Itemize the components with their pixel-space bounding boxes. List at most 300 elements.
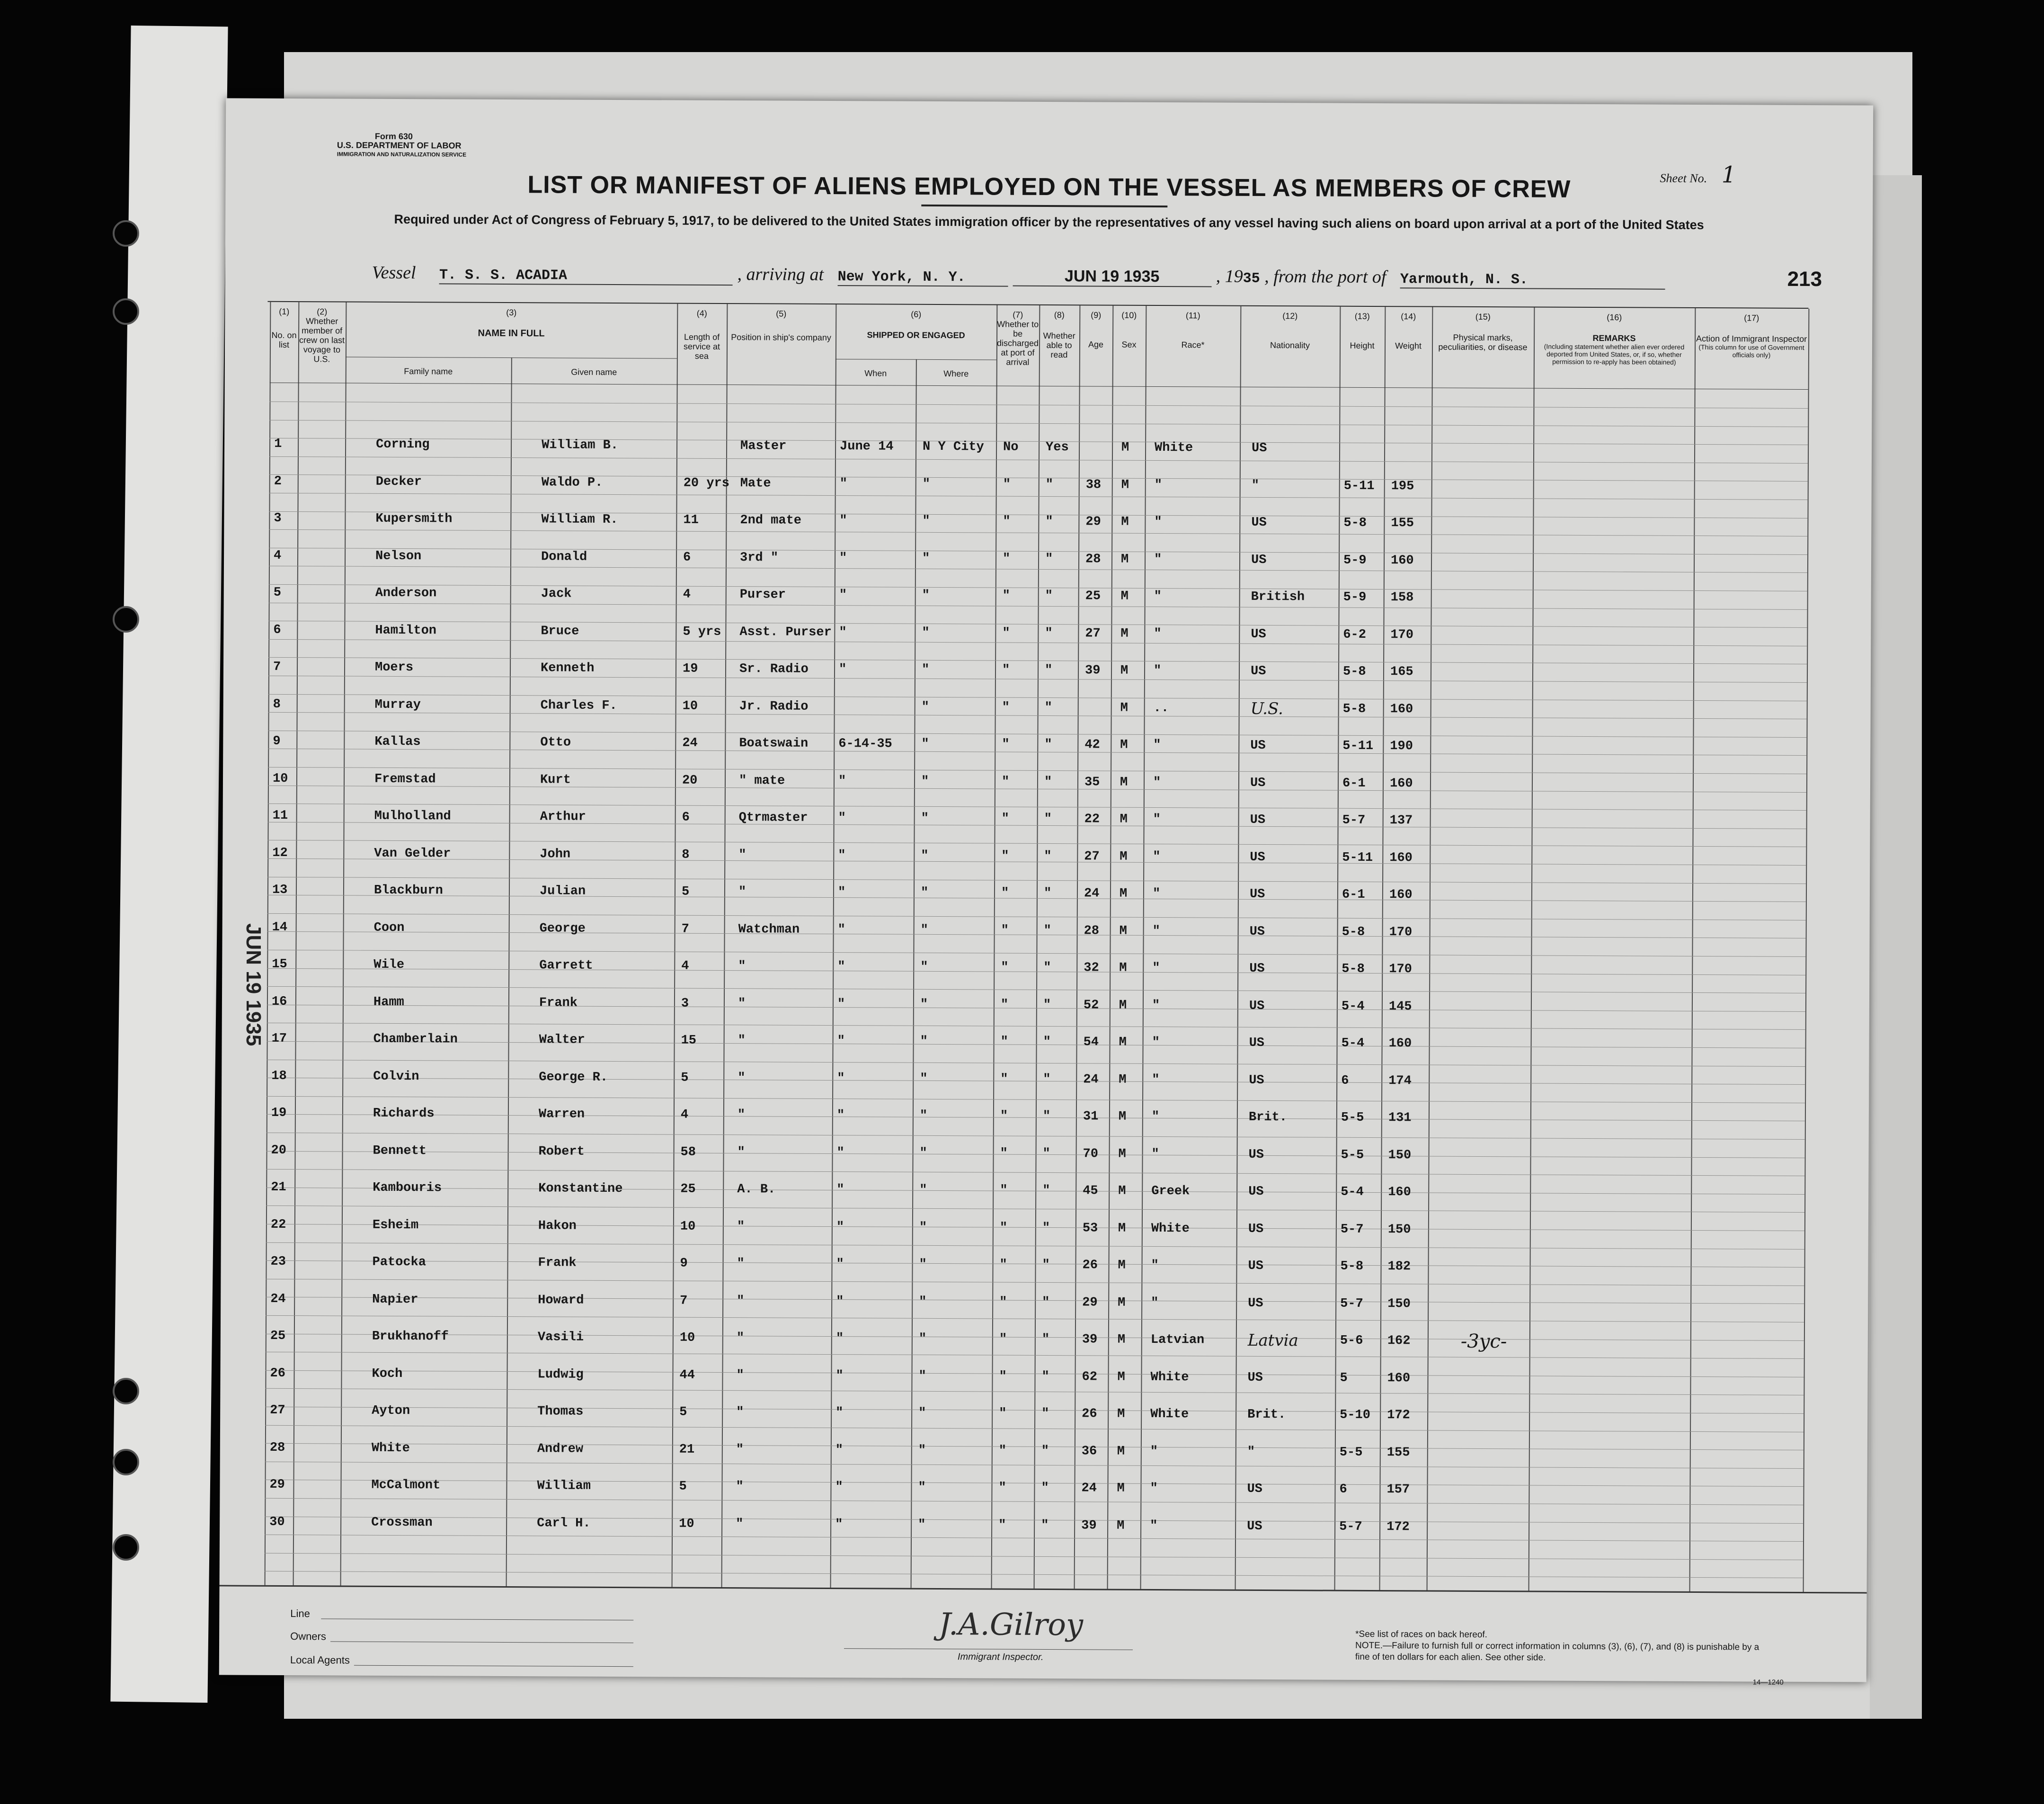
race-cell: " xyxy=(1150,1518,1158,1533)
column-rule xyxy=(1140,306,1147,1589)
family-name-cell: Mulholland xyxy=(374,809,451,824)
row-number-cell: 2 xyxy=(274,474,282,489)
family-name-cell: Richards xyxy=(373,1106,435,1121)
shipped-where-cell: N Y City xyxy=(923,439,984,455)
position-cell: " xyxy=(738,1071,746,1085)
service-length-cell: 7 xyxy=(681,922,689,937)
shipped-when-cell: " xyxy=(839,551,847,565)
row-number-cell: 24 xyxy=(270,1292,286,1306)
discharged-cell: " xyxy=(999,1221,1008,1235)
family-name-cell: Chamberlain xyxy=(373,1032,458,1047)
sex-cell: M xyxy=(1117,1481,1125,1496)
shipped-when-cell: " xyxy=(835,1331,844,1346)
column-rule xyxy=(265,302,271,1585)
height-cell: 5-9 xyxy=(1343,553,1367,568)
binder-hole xyxy=(113,1449,139,1475)
form-number: Form 630 xyxy=(374,131,413,142)
line-label: Line xyxy=(290,1608,310,1620)
nationality-cell: US xyxy=(1248,1259,1264,1274)
given-name-cell: Waldo P. xyxy=(541,475,603,490)
age-cell: 35 xyxy=(1084,775,1100,789)
nationality-cell: US xyxy=(1247,1519,1262,1534)
able-to-read-cell: " xyxy=(1042,1295,1050,1310)
weight-cell: 170 xyxy=(1389,962,1412,977)
race-cell: " xyxy=(1153,663,1162,679)
shipped-where-cell: " xyxy=(920,1034,928,1049)
able-to-read-cell: " xyxy=(1043,886,1052,901)
col-12-header: (12) Nationality xyxy=(1270,311,1310,350)
col-1-header: (1) No. on list xyxy=(271,306,297,350)
given-name-cell: John xyxy=(540,847,571,862)
race-cell: " xyxy=(1154,478,1163,492)
shipped-where-cell: " xyxy=(922,625,930,640)
position-cell: Asst. Purser xyxy=(739,625,832,640)
shipped-where-cell: " xyxy=(918,1369,926,1384)
weight-cell: 155 xyxy=(1386,1445,1410,1460)
discharged-cell: " xyxy=(1002,700,1010,715)
sex-cell: M xyxy=(1117,1370,1125,1384)
shipped-when-cell: " xyxy=(838,774,846,788)
nationality-cell: US xyxy=(1248,1147,1264,1162)
inspector-label: Immigrant Inspector. xyxy=(957,1652,1044,1662)
col-6-header: (6) SHIPPED OR ENGAGED xyxy=(867,309,965,340)
age-cell: 26 xyxy=(1082,1258,1098,1273)
age-cell: 54 xyxy=(1083,1035,1099,1050)
shipped-where-cell: " xyxy=(920,997,928,1012)
service-length-cell: 7 xyxy=(680,1294,688,1308)
sex-cell: M xyxy=(1119,924,1127,938)
shipped-when-cell: " xyxy=(836,1294,844,1309)
discharged-cell: " xyxy=(1001,812,1009,826)
sex-cell: M xyxy=(1120,626,1129,641)
column-rule xyxy=(1334,307,1341,1590)
height-cell: 5-7 xyxy=(1340,1222,1364,1237)
service-length-cell: 6 xyxy=(683,550,691,565)
shipped-when-cell: " xyxy=(837,1071,845,1086)
shipped-when-cell: " xyxy=(838,662,847,677)
position-cell: Watchman xyxy=(738,922,800,937)
nationality-cell: U.S. xyxy=(1250,699,1283,718)
shipped-when-cell: " xyxy=(837,997,845,1011)
shipped-where-cell: " xyxy=(918,1406,926,1420)
sex-cell: M xyxy=(1120,701,1128,715)
height-cell: 5-8 xyxy=(1342,962,1365,976)
column-rule xyxy=(293,302,300,1585)
row-number-cell: 13 xyxy=(272,883,288,898)
service-length-cell: 10 xyxy=(679,1331,695,1345)
column-rule xyxy=(340,303,347,1586)
column-rule xyxy=(1379,307,1386,1590)
family-name-cell: Anderson xyxy=(375,586,437,601)
given-name-cell: William xyxy=(537,1479,591,1493)
position-cell: " xyxy=(736,1331,745,1346)
height-cell: 6-2 xyxy=(1343,627,1367,642)
col-3-header: (3) NAME IN FULL xyxy=(478,308,545,339)
race-cell: " xyxy=(1151,1295,1159,1310)
row-number-cell: 15 xyxy=(272,957,287,972)
position-cell: Sr. Radio xyxy=(739,662,809,677)
row-number-cell: 10 xyxy=(272,771,288,786)
height-cell: 5-4 xyxy=(1341,1036,1365,1051)
age-cell: 28 xyxy=(1085,552,1101,566)
local-agents-label: Local Agents xyxy=(290,1654,350,1666)
race-cell: " xyxy=(1152,1072,1160,1087)
sex-cell: M xyxy=(1118,1258,1126,1273)
discharged-cell: " xyxy=(998,1518,1006,1533)
able-to-read-cell: " xyxy=(1042,1221,1050,1235)
given-name-cell: Charles F. xyxy=(540,698,617,713)
binder-hole xyxy=(113,1378,139,1404)
owners-field-rule xyxy=(330,1641,633,1643)
given-name-cell: Carl H. xyxy=(537,1516,591,1531)
nationality-cell: US xyxy=(1247,1370,1263,1385)
family-name-cell: Nelson xyxy=(375,549,422,563)
from-port-label: , from the port of xyxy=(1264,267,1386,287)
col-11-header: (11) Race* xyxy=(1181,311,1205,350)
sex-cell: M xyxy=(1120,663,1129,678)
column-rule xyxy=(1235,306,1242,1590)
able-to-read-cell: " xyxy=(1041,1406,1049,1421)
binder-hole xyxy=(113,1534,139,1561)
position-cell: Master xyxy=(740,439,787,454)
race-cell: " xyxy=(1152,924,1160,938)
able-to-read-cell: " xyxy=(1044,812,1052,827)
age-cell: 27 xyxy=(1085,626,1101,641)
able-to-read-cell: " xyxy=(1045,589,1053,604)
shipped-where-cell: " xyxy=(922,514,930,528)
able-to-read-cell: " xyxy=(1041,1332,1050,1347)
service-length-cell: 58 xyxy=(680,1145,696,1160)
position-cell: " xyxy=(737,1145,745,1160)
height-cell: 5-6 xyxy=(1340,1333,1363,1348)
weight-cell: 160 xyxy=(1389,776,1413,791)
race-cell: Greek xyxy=(1151,1184,1190,1199)
discharged-cell: " xyxy=(1003,514,1011,529)
when-subheader: When xyxy=(864,368,887,378)
service-length-cell: 24 xyxy=(682,736,698,750)
service-length-cell: 5 xyxy=(681,1071,689,1085)
given-name-cell: Frank xyxy=(538,1256,577,1270)
able-to-read-cell: " xyxy=(1043,998,1051,1012)
service-length-cell: 9 xyxy=(680,1256,688,1271)
shipped-when-cell: " xyxy=(839,625,847,640)
height-cell: 6-1 xyxy=(1342,887,1365,902)
nationality-cell: US xyxy=(1249,924,1265,939)
able-to-read-cell: " xyxy=(1044,775,1052,789)
discharged-cell: No xyxy=(1003,440,1019,455)
position-cell: 3rd " xyxy=(739,550,779,565)
able-to-read-cell: " xyxy=(1045,626,1053,641)
column-rule xyxy=(1689,308,1696,1591)
able-to-read-cell: " xyxy=(1043,1035,1051,1050)
page-number: 213 xyxy=(1787,267,1822,291)
height-cell: 5-8 xyxy=(1340,1259,1364,1274)
weight-cell: 160 xyxy=(1387,1371,1411,1385)
row-number-cell: 3 xyxy=(274,511,282,526)
shipped-where-cell: " xyxy=(921,774,929,789)
weight-cell: 172 xyxy=(1387,1408,1410,1423)
arrival-date-stamp: JUN 19 1935 xyxy=(1013,267,1211,287)
able-to-read-cell: " xyxy=(1043,960,1051,975)
column-rule xyxy=(1107,306,1114,1589)
nationality-cell: Brit. xyxy=(1248,1110,1287,1125)
discharged-cell: " xyxy=(1001,849,1009,864)
family-name-cell: Koch xyxy=(372,1366,403,1381)
weight-cell: 157 xyxy=(1386,1482,1410,1497)
race-cell: " xyxy=(1153,812,1161,827)
height-cell: 5-9 xyxy=(1343,590,1367,605)
service-length-cell: 5 xyxy=(679,1479,687,1494)
sex-cell: M xyxy=(1117,1407,1125,1421)
shipped-when-cell: " xyxy=(836,1183,844,1197)
position-cell: Jr. Radio xyxy=(739,699,809,714)
col-14-header: (14) Weight xyxy=(1395,312,1422,351)
nationality-cell: " xyxy=(1251,478,1260,493)
nationality-cell: US xyxy=(1249,887,1265,902)
service-length-cell: 5 yrs xyxy=(683,625,721,639)
height-cell: 5-5 xyxy=(1341,1148,1364,1162)
nationality-cell: US xyxy=(1251,515,1267,530)
height-cell: 5-5 xyxy=(1339,1445,1363,1460)
col-8-header: (8) Whether able to read xyxy=(1043,310,1075,360)
given-name-cell: Jack xyxy=(541,587,572,601)
service-length-cell: 20 xyxy=(682,773,698,788)
weight-cell: 160 xyxy=(1390,702,1413,716)
form-header xyxy=(337,132,467,159)
column-rule xyxy=(1074,305,1081,1589)
sex-cell: M xyxy=(1118,1184,1126,1198)
service-length-cell: 44 xyxy=(679,1368,695,1383)
height-cell: 5-7 xyxy=(1342,813,1366,828)
given-name-cell: Kenneth xyxy=(540,661,595,676)
race-cell: .. xyxy=(1153,701,1169,715)
shipped-when-cell: " xyxy=(837,922,845,937)
discharged-cell: " xyxy=(999,1369,1007,1384)
shipped-where-cell: " xyxy=(921,848,929,863)
race-cell: " xyxy=(1154,515,1162,530)
family-name-cell: Blackburn xyxy=(373,883,443,898)
nationality-cell: US xyxy=(1247,1482,1262,1497)
position-cell: Qtrmaster xyxy=(738,811,808,825)
age-cell: 70 xyxy=(1083,1146,1099,1161)
given-name-cell: Walter xyxy=(539,1033,585,1047)
col-10-header: (10) Sex xyxy=(1121,310,1137,349)
family-name-cell: Corning xyxy=(376,437,430,452)
position-cell: Boatswain xyxy=(739,736,809,751)
penalty-note: NOTE.—Failure to furnish full or correct information in columns (3), (6), (7), and (8) is punishable by a fine of ten dollars for each alien. See other side. xyxy=(1355,1640,1760,1663)
shipped-where-cell: " xyxy=(918,1518,926,1532)
nationality-cell: Brit. xyxy=(1247,1407,1286,1422)
race-cell: " xyxy=(1154,552,1162,567)
family-name-cell: Murray xyxy=(374,697,421,712)
given-name-cell: Ludwig xyxy=(537,1367,584,1382)
row-number-cell: 19 xyxy=(271,1106,287,1121)
nationality-cell: British xyxy=(1251,589,1305,605)
given-name-cell: Howard xyxy=(538,1293,584,1308)
weight-cell: 174 xyxy=(1388,1073,1412,1088)
discharged-cell: " xyxy=(1002,589,1010,603)
height-cell: 5-4 xyxy=(1341,999,1365,1014)
col-13-header: (13) Height xyxy=(1350,311,1375,351)
given-name-cell: Warren xyxy=(538,1107,585,1122)
weight-cell: 195 xyxy=(1391,479,1414,493)
height-cell: 5-8 xyxy=(1342,925,1365,939)
remarks-cell: -3yc- xyxy=(1460,1330,1507,1353)
position-cell: " xyxy=(738,885,747,900)
sex-cell: M xyxy=(1120,589,1129,604)
print-code: 14—1240 xyxy=(1752,1678,1784,1687)
able-to-read-cell: " xyxy=(1043,923,1051,938)
able-to-read-cell: " xyxy=(1042,1109,1051,1124)
line-field-rule xyxy=(321,1618,633,1620)
age-cell: 39 xyxy=(1084,663,1101,678)
shipped-where-cell: " xyxy=(919,1295,927,1309)
nationality-cell: US xyxy=(1249,1036,1265,1051)
discharged-cell: " xyxy=(999,1332,1007,1347)
age-cell: 24 xyxy=(1083,1072,1099,1087)
given-name-cell: Otto xyxy=(540,735,571,750)
column-rule xyxy=(991,305,998,1589)
given-name-cell: Thomas xyxy=(537,1404,584,1419)
service-length-cell: 10 xyxy=(682,699,698,714)
row-number-cell: 11 xyxy=(272,808,288,823)
discharged-cell: " xyxy=(1000,1035,1008,1049)
service-length-cell: 20 yrs xyxy=(683,476,730,491)
weight-cell: 182 xyxy=(1387,1259,1411,1274)
year-prefix: , 19 xyxy=(1216,266,1243,286)
nationality-cell: US xyxy=(1249,999,1265,1013)
given-name-cell: George xyxy=(539,921,586,936)
service-length-cell: 4 xyxy=(681,959,689,973)
shipped-when-cell: " xyxy=(837,960,845,974)
col-7-header: (7) Whether to be discharged at port of arrival xyxy=(996,310,1039,367)
shipped-when-cell: " xyxy=(839,588,847,603)
able-to-read-cell: Yes xyxy=(1046,440,1069,455)
arriving-label: , arriving at xyxy=(737,264,824,285)
age-cell: 31 xyxy=(1083,1109,1099,1124)
given-name-cell: George R. xyxy=(539,1070,608,1085)
able-to-read-cell: " xyxy=(1041,1369,1049,1384)
nationality-cell: US xyxy=(1251,627,1266,642)
column-rule xyxy=(830,304,837,1588)
nationality-cell: US xyxy=(1250,813,1266,828)
discharged-cell: " xyxy=(999,1406,1007,1421)
local-agents-field-rule xyxy=(354,1665,633,1667)
shipped-when-cell: " xyxy=(836,1145,844,1160)
family-name-cell: Colvin xyxy=(373,1069,419,1084)
family-name-cell: Decker xyxy=(375,474,422,489)
binder-hole xyxy=(113,606,139,633)
shipped-where-cell: " xyxy=(919,1183,927,1197)
sheet-number-value: 1 xyxy=(1721,161,1736,188)
year-value: 35 xyxy=(1243,270,1260,287)
races-note: *See list of races on back hereof. xyxy=(1355,1629,1488,1640)
shipped-when-cell: " xyxy=(837,885,846,900)
row-number-cell: 28 xyxy=(269,1440,285,1455)
race-cell: " xyxy=(1152,998,1160,1013)
discharged-cell: " xyxy=(1001,960,1009,975)
family-name-cell: Esheim xyxy=(372,1218,419,1232)
sex-cell: M xyxy=(1120,849,1128,864)
inspector-signature-rule xyxy=(844,1648,1133,1650)
sex-cell: M xyxy=(1118,1221,1126,1236)
col-9-header: (9) Age xyxy=(1088,310,1104,349)
discharged-cell: " xyxy=(1001,886,1009,901)
given-name-cell: Andrew xyxy=(537,1441,584,1456)
sex-cell: M xyxy=(1121,440,1129,455)
position-cell: " xyxy=(738,996,746,1011)
family-name-cell: Kambouris xyxy=(373,1180,442,1196)
weight-cell: 145 xyxy=(1388,999,1412,1014)
sex-cell: M xyxy=(1119,886,1128,901)
position-cell: " mate xyxy=(738,773,785,788)
height-cell: 5-4 xyxy=(1341,1185,1364,1199)
shipped-when-cell: " xyxy=(838,848,846,863)
vessel-line xyxy=(372,262,1665,290)
row-number-cell: 29 xyxy=(269,1477,285,1492)
row-number-cell: 21 xyxy=(271,1180,286,1195)
nationality-cell: US xyxy=(1248,1184,1264,1199)
position-cell: " xyxy=(736,1517,744,1531)
weight-cell: 160 xyxy=(1389,850,1413,865)
col-2-header: (2) Whether member of crew on last voyage to U.S. xyxy=(299,307,345,364)
owners-label: Owners xyxy=(290,1630,326,1643)
race-cell: White xyxy=(1150,1407,1189,1422)
sex-cell: M xyxy=(1119,1035,1127,1050)
able-to-read-cell: " xyxy=(1045,477,1054,492)
col-15-header: (15) Physical marks, peculiarities, or disease xyxy=(1438,312,1528,352)
position-cell: " xyxy=(737,1108,746,1123)
race-cell: " xyxy=(1150,1481,1158,1496)
from-port: Yarmouth, N. S. xyxy=(1400,271,1665,289)
shipped-when-cell: " xyxy=(835,1406,844,1420)
race-cell: " xyxy=(1151,1147,1159,1161)
service-length-cell: 15 xyxy=(681,1033,697,1048)
weight-cell: 158 xyxy=(1390,590,1414,605)
given-name-cell: Vasili xyxy=(537,1330,584,1345)
shipped-when-cell: " xyxy=(836,1220,844,1234)
height-cell: 5 xyxy=(1340,1371,1348,1385)
race-cell: " xyxy=(1151,1258,1159,1273)
title-underline xyxy=(921,205,1167,207)
family-name-cell: Crossman xyxy=(371,1515,433,1530)
discharged-cell: " xyxy=(1001,775,1010,789)
race-cell: " xyxy=(1152,886,1161,902)
column-rule xyxy=(1529,307,1535,1590)
height-cell: 6 xyxy=(1341,1073,1349,1088)
age-cell: 36 xyxy=(1081,1444,1097,1458)
family-name-cell: McCalmont xyxy=(371,1478,441,1493)
column-rule xyxy=(506,357,512,1586)
column-rule xyxy=(1427,307,1433,1590)
race-cell: " xyxy=(1153,849,1161,864)
discharged-cell: " xyxy=(998,1444,1007,1458)
able-to-read-cell: " xyxy=(1043,1072,1051,1087)
discharged-cell: " xyxy=(1000,1146,1008,1161)
shipped-when-cell: " xyxy=(839,476,848,491)
age-cell: 32 xyxy=(1084,961,1099,975)
position-cell: " xyxy=(736,1405,744,1420)
able-to-read-cell: " xyxy=(1041,1518,1049,1533)
shipped-when-cell: " xyxy=(836,1108,845,1123)
age-cell: 52 xyxy=(1083,998,1099,1012)
family-name-cell: Wile xyxy=(373,957,405,973)
discharged-cell: " xyxy=(1003,477,1011,492)
able-to-read-cell: " xyxy=(1045,552,1053,566)
service-length-cell: 8 xyxy=(682,848,690,862)
row-number-cell: 8 xyxy=(273,697,281,712)
shipped-where-cell: " xyxy=(922,588,930,603)
